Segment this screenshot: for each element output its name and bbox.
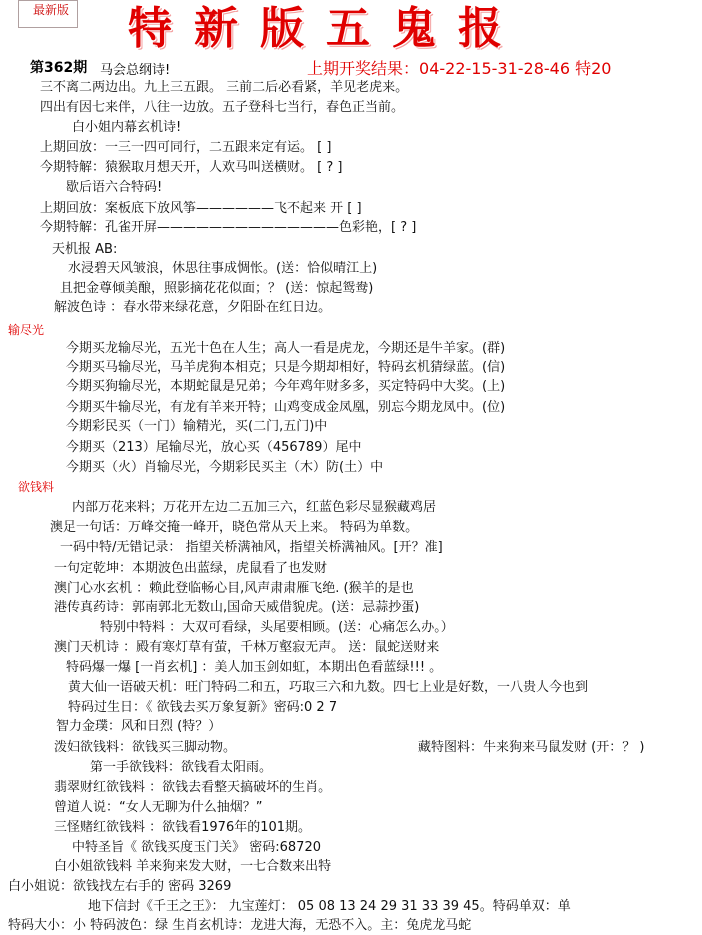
- text-line: 四出有因七来伴，八往一边放。五子登科七当行，春色正当前。: [40, 100, 405, 115]
- text-line: 翡翠财红欲钱料 ：欲钱去看整天搞破坏的生肖。: [54, 780, 332, 795]
- result-label: 上期开奖结果：: [307, 59, 420, 78]
- text-line: 澳足一句话：万峰交掩一峰开，晓色常从天上来。 特码为单数。: [50, 520, 419, 535]
- text-line: 特码大小：小 特码波色：绿 生肖玄机诗：龙进大海，无恐不入。主：兔虎龙马蛇: [8, 918, 472, 933]
- text-line: 三怪赌红欲钱料 ：欲钱看1976年的101期。: [54, 820, 312, 835]
- text-line: 泼妇欲钱料：欲钱买三脚动物。: [54, 740, 237, 755]
- text-line: 藏特图料：牛来狗来马鼠发财 (开：？ ): [418, 740, 645, 755]
- section-want-money: 欲钱料: [18, 480, 55, 494]
- latest-edition-badge: 最新版: [18, 0, 78, 28]
- text-line: 特码爆一爆 [一肖玄机] ：美人加玉剑如虹，本期出色看蓝绿!!! 。: [66, 660, 443, 675]
- text-line: 内部万花来料；万花开左边二五加三六，红蓝色彩尽显猴藏鸡居: [72, 500, 437, 515]
- issue-number: 第362期: [30, 60, 88, 76]
- text-line: 曾道人说：“女人无聊为什么抽烟？”: [54, 800, 263, 815]
- text-line: 黄大仙一语破天机：旺门特码二和五，巧取三六和九数。四七上业是好数，一八贵人今也到: [68, 680, 589, 695]
- text-line: 澳门天机诗 ：殿有寒灯草有萤，千林万壑寂无声。 送：鼠蛇送财来: [54, 640, 440, 655]
- text-line: 解波色诗 ：春水带来绿花意，夕阳卧在红日边。: [54, 300, 332, 315]
- text-line: 一码中特/无错记录： 指望关桥满袖风，指望关桥满袖风。[开？准]: [60, 540, 443, 555]
- text-line: 智力金璞：风和日烈 (特？）: [56, 719, 222, 734]
- page-title: 特新版五鬼报: [128, 3, 524, 54]
- text-line: 中特圣旨《 欲钱买度玉门关》 密码:68720: [72, 840, 321, 855]
- text-line: 白小姐说：欲钱找左右手的 密码 3269: [8, 879, 232, 894]
- text-line: 天机报 AB:: [52, 242, 118, 257]
- text-line: 上期回放：案板底下放风筝——————飞不起来 开 [ ]: [40, 201, 362, 216]
- result-numbers: 04-22-15-31-28-46 特20: [419, 59, 612, 78]
- text-line: 今期买（213）尾输尽光，放心买（456789）尾中: [66, 440, 362, 455]
- text-line: 且把金尊倾美酿，照影摘花花似面；？ (送：惊起鸳鸯): [60, 281, 374, 296]
- text-line: 一句定乾坤：本期波色出蓝绿，虎鼠看了也发财: [54, 561, 328, 576]
- text-line: 上期回放：一三一四可同行，二五跟来定有运。 [ ]: [40, 140, 332, 155]
- last-draw-result: [307, 56, 612, 79]
- text-line: 今期买狗输尽光，本期蛇鼠是兄弟；今年鸡年财多多，买定特码中大奖。(上): [66, 379, 506, 394]
- text-line: 今期买牛输尽光，有龙有羊来开特；山鸡变成金凤凰，别忘今期龙凤中。(位): [66, 400, 506, 415]
- text-line: 歇后语六合特码!: [66, 180, 163, 195]
- text-line: 今期买马输尽光，马羊虎狗本相克；只是今期却相好，特码玄机猜绿蓝。(信): [66, 360, 506, 375]
- text-line: 地下信封《千王之王》： 九宝莲灯： 05 08 13 24 29 31 33 39 45。特码单双：单: [88, 899, 571, 914]
- text-line: 水浸碧天风皱浪，休思往事成惆怅。(送：恰似晴江上): [68, 261, 378, 276]
- text-line: 三不离二两边出。九上三五跟。 三前二后必看紧，羊见老虎来。: [40, 80, 409, 95]
- text-line: 白小姐欲钱料 羊来狗来发大财，一七合数来出特: [54, 859, 332, 874]
- text-line: 第一手欲钱料：欲钱看太阳雨。: [90, 760, 273, 775]
- text-line: 特别中特料 ：大双可看绿，头尾要相顾。(送：心痛怎么办。）: [100, 620, 454, 635]
- text-line: 今期彩民买（一门）输精光，买(二门,五门)中: [66, 419, 328, 434]
- issue-poem-heading: 马会总纲诗!: [100, 63, 171, 78]
- text-line: 今期买龙输尽光，五光十色在人生；高人一看是虎龙，今期还是牛羊家。(群): [66, 341, 506, 356]
- text-line: 今期特解：孔雀开屏——————————————色彩艳，[ ? ]: [40, 220, 417, 235]
- text-line: 白小姐内幕玄机诗!: [72, 120, 182, 135]
- text-line: 特码过生日：《 欲钱去买万象复新》密码:0 2 7: [68, 700, 338, 715]
- text-line: 港传真药诗：郭南郭北无数山,国命天威借貌虎。(送：忌蒜抄蛋): [54, 600, 420, 615]
- text-line: 澳门心水玄机 ：赖此登临畅心目,风声肃肃雁飞绝. (猴羊的是也: [54, 581, 414, 596]
- section-lose-all: 输尽光: [8, 323, 45, 337]
- text-line: 今期特解：猿猴取月想天开，人欢马叫送横财。 [ ? ]: [40, 160, 343, 175]
- text-line: 今期买（火）肖输尽光，今期彩民买主（木）防(土）中: [66, 460, 384, 475]
